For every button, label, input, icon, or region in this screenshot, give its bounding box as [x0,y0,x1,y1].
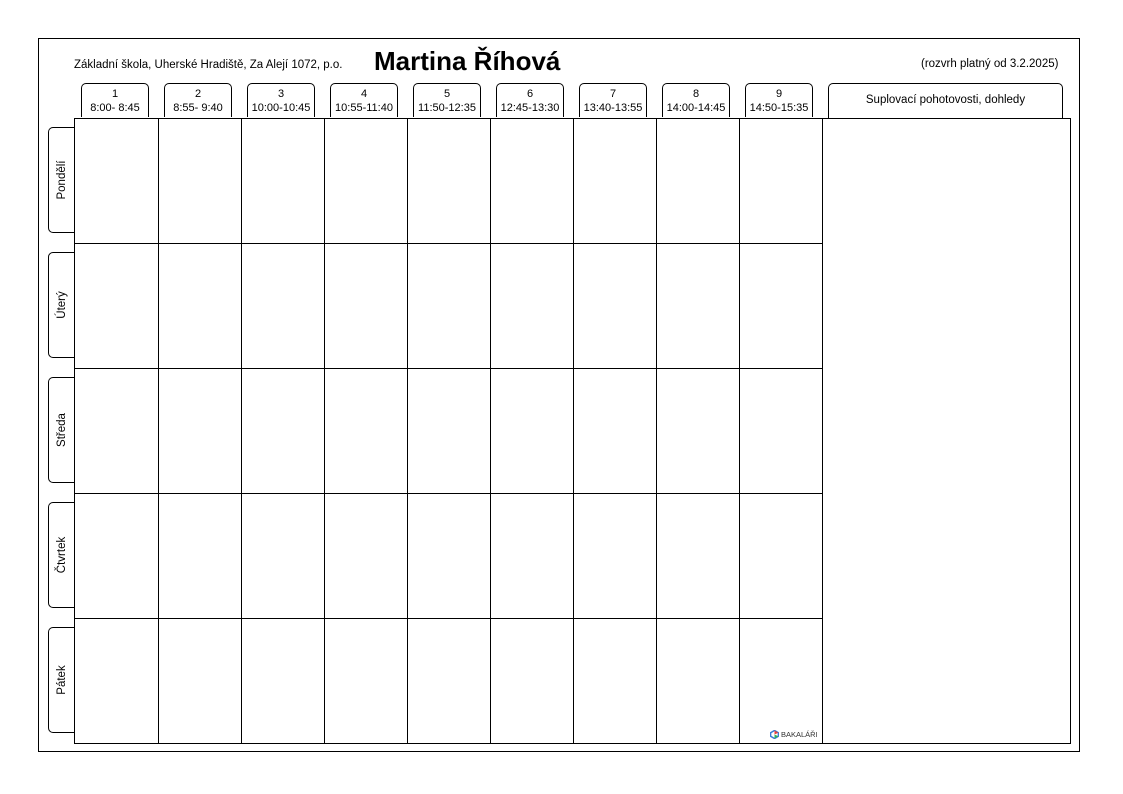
timetable-cell [241,494,324,619]
teacher-name: Martina Říhová [374,46,561,76]
period-number: 6 [526,88,534,100]
timetable-grid [74,118,1071,744]
period-header-9 [745,83,813,117]
period-time: 14:00-14:45 [666,102,726,114]
period-time: 12:45-13:30 [500,102,560,114]
supervision-area [823,119,1070,743]
timetable-cell [158,494,241,619]
day-label: Pátek [55,665,68,695]
timetable-cell [241,119,324,244]
timetable-cell [656,244,739,369]
timetable-cell [158,369,241,494]
timetable-cell [739,244,822,369]
timetable-cell [158,619,241,744]
timetable-cell [656,369,739,494]
day-tab-1 [48,127,74,233]
timetable-cell [656,494,739,619]
period-header-5 [413,83,481,117]
timetable-cell [490,619,573,744]
timetable-cell [324,119,407,244]
timetable-cell [324,494,407,619]
bakalari-logo [770,730,818,739]
period-time: 11:50-12:35 [418,102,476,114]
timetable-cell [324,244,407,369]
timetable-cell [656,619,739,744]
schedule-valid-from: (rozvrh platný od 3.2.2025) [921,58,1059,70]
timetable-cell [490,119,573,244]
timetable-cell [490,369,573,494]
school-name: Základní škola, Uherské Hradiště, Za Alejí 1072, p.o. [74,59,343,71]
timetable-cell [324,619,407,744]
timetable-cell [407,494,490,619]
timetable-cell [739,494,822,619]
period-header-8 [662,83,730,117]
timetable-cell [241,369,324,494]
timetable-cell [75,369,158,494]
timetable-cell [490,494,573,619]
day-label: Úterý [55,291,68,319]
day-tab-5 [48,627,74,733]
day-label: Středa [55,413,68,447]
period-number: 2 [194,88,202,100]
period-header-1 [81,83,149,117]
timetable-cell [75,244,158,369]
timetable-cell [324,369,407,494]
timetable-cell [573,494,656,619]
timetable-cell [573,369,656,494]
day-tab-4 [48,502,74,608]
timetable-cell [573,119,656,244]
timetable-cell [407,619,490,744]
day-tab-2 [48,252,74,358]
timetable-cell [490,244,573,369]
period-time: 13:40-13:55 [583,102,643,114]
supervision-header-label: Suplovací pohotovosti, dohledy [865,94,1026,106]
period-number: 4 [360,88,368,100]
timetable-cell [407,119,490,244]
timetable-cell [407,244,490,369]
period-number: 8 [692,88,700,100]
period-header-4 [330,83,398,117]
timetable-cell [75,119,158,244]
timetable-cell [573,244,656,369]
timetable-cell [158,119,241,244]
period-time: 8:55- 9:40 [173,102,223,114]
bakalari-logo-icon [770,730,779,739]
timetable-cell [656,119,739,244]
timetable-cell [739,119,822,244]
period-header-3 [247,83,315,117]
period-header-7 [579,83,647,117]
timetable-cell [75,494,158,619]
day-label: Čtvrtek [55,536,68,574]
period-number: 9 [775,88,783,100]
period-header-2 [164,83,232,117]
timetable-cell [158,244,241,369]
timetable-cell [573,619,656,744]
period-header-6 [496,83,564,117]
timetable-cell [75,619,158,744]
period-number: 1 [111,88,119,100]
period-time: 10:55-11:40 [335,102,393,114]
period-number: 5 [443,88,451,100]
bakalari-logo-text: BAKALÁŘI [781,730,818,739]
day-label: Pondělí [55,160,68,200]
day-tab-3 [48,377,74,483]
period-time: 8:00- 8:45 [90,102,140,114]
timetable-cell [241,244,324,369]
timetable-cell [241,619,324,744]
period-time: 10:00-10:45 [251,102,311,114]
supervision-header [828,83,1063,118]
period-time: 14:50-15:35 [749,102,809,114]
timetable-cell [407,369,490,494]
period-number: 7 [609,88,617,100]
timetable-cell [739,619,822,744]
timetable-cell [739,369,822,494]
period-number: 3 [277,88,285,100]
